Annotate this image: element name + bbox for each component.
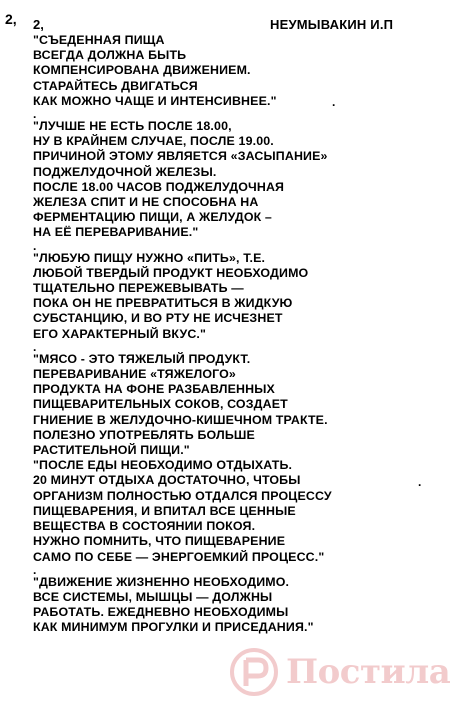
quote-line: ВСЕ СИСТЕМЫ, МЫШЦЫ — ДОЛЖНЫ <box>33 589 273 604</box>
quote-line: ГНИЕНИЕ В ЖЕЛУДОЧНО-КИШЕЧНОМ ТРАКТЕ. <box>33 412 328 427</box>
stray-dot: . <box>418 475 422 489</box>
separator-dot: . <box>33 238 37 253</box>
quote-line: "СЪЕДЕННАЯ ПИЩА <box>33 33 165 47</box>
quote-line: РАСТИТЕЛЬНОЙ ПИЩИ." <box>33 443 190 458</box>
quote-line: РАБОТАТЬ. ЕЖЕДНЕВНО НЕОБХОДИМЫ <box>33 605 289 620</box>
quote-line: КАК МИНИМУМ ПРОГУЛКИ И ПРИСЕДАНИЯ." <box>33 620 314 635</box>
quote-line: САМО ПО СЕБЕ — ЭНЕРГОЕМКИЙ ПРОЦЕСС." <box>33 549 325 564</box>
page-number: 2, <box>5 11 17 27</box>
quote-block <box>33 33 453 109</box>
quote-block <box>33 119 453 241</box>
quote-line: СУБСТАНЦИЮ, И ВО РТУ НЕ ИСЧЕЗНЕТ <box>33 311 283 326</box>
quote-line: СТАРАЙТЕСЬ ДВИГАТЬСЯ <box>33 78 198 93</box>
quote-line: ПИЩЕВАРИТЕЛЬНЫХ СОКОВ, СОЗДАЕТ <box>33 397 288 412</box>
quote-line: ТЩАТЕЛЬНО ПЕРЕЖЕВЫВАТЬ — <box>33 281 244 296</box>
quote-line: ЛЮБОЙ ТВЕРДЫЙ ПРОДУКТ НЕОБХОДИМО <box>33 265 309 280</box>
quote-line: "ЛЮБУЮ ПИЩУ НУЖНО «ПИТЬ», Т.Е. <box>33 250 266 265</box>
quote-line: ПОДЖЕЛУДОЧНОЙ ЖЕЛЕЗЫ. <box>33 164 217 179</box>
header-number: 2, <box>33 17 44 32</box>
quote-block <box>33 352 453 565</box>
quote-line: ПИЩЕВАРЕНИЯ, И ВПИТАЛ ВСЕ ЦЕННЫЕ <box>33 503 296 518</box>
quote-line: ПРОДУКТА НА ФОНЕ РАЗБАВЛЕННЫХ <box>33 382 275 397</box>
quote-line: "ДВИЖЕНИЕ ЖИЗНЕННО НЕОБХОДИМО. <box>33 574 290 589</box>
quote-line: ПОЛЕЗНО УПОТРЕБЛЯТЬ БОЛЬШЕ <box>33 427 255 442</box>
quote-line: ОРГАНИЗМ ПОЛНОСТЬЮ ОТДАЛСЯ ПРОЦЕССУ <box>33 488 332 503</box>
separator-dot: . <box>33 562 37 577</box>
quote-line: ПОСЛЕ 18.00 ЧАСОВ ПОДЖЕЛУДОЧНАЯ <box>33 179 285 194</box>
quote-line: ВСЕГДА ДОЛЖНА БЫТЬ <box>33 48 187 63</box>
quote-line: ПЕРЕВАРИВАНИЕ «ТЯЖЕЛОГО» <box>33 367 236 382</box>
quote-line: КОМПЕНСИРОВАНА ДВИЖЕНИЕМ. <box>33 63 251 78</box>
watermark <box>228 642 456 702</box>
quote-line: НА ЕЁ ПЕРЕВАРИВАНИЕ." <box>33 225 199 240</box>
quote-line: ВЕЩЕСТВА В СОСТОЯНИИ ПОКОЯ. <box>33 519 256 534</box>
quote-line: ПОКА ОН НЕ ПРЕВРАТИТЬСЯ В ЖИДКУЮ <box>33 296 293 311</box>
separator-dot: . <box>33 339 37 354</box>
quote-line: ЕГО ХАРАКТЕРНЫЙ ВКУС." <box>33 326 207 341</box>
stray-dot: . <box>332 95 336 109</box>
quote-line: НУ В КРАЙНЕМ СЛУЧАЕ, ПОСЛЕ 19.00. <box>33 134 274 149</box>
postila-logo-icon <box>228 646 280 698</box>
quote-line: ПРИЧИНОЙ ЭТОМУ ЯВЛЯЕТСЯ «ЗАСЫПАНИЕ» <box>33 149 328 164</box>
quote-line: ФЕРМЕНТАЦИЮ ПИЩИ, А ЖЕЛУДОК – <box>33 210 272 225</box>
header-author: НЕУМЫВАКИН И.П <box>270 17 394 32</box>
quote-line: "ЛУЧШЕ НЕ ЕСТЬ ПОСЛЕ 18.00, <box>33 119 232 134</box>
quote-block <box>33 575 453 636</box>
quote-block <box>33 251 453 342</box>
quote-line: НУЖНО ПОМНИТЬ, ЧТО ПИЩЕВАРЕНИЕ <box>33 534 286 549</box>
quote-line: 20 МИНУТ ОТДЫХА ДОСТАТОЧНО, ЧТОБЫ <box>33 473 301 488</box>
quotes-body <box>33 33 453 636</box>
watermark-text: Постила <box>286 652 451 692</box>
quote-line: "МЯСО - ЭТО ТЯЖЕЛЫЙ ПРОДУКТ. <box>33 351 251 366</box>
quote-line: КАК МОЖНО ЧАЩЕ И ИНТЕНСИВНЕЕ." <box>33 93 277 108</box>
separator-dot: . <box>33 107 37 122</box>
quote-line: "ПОСЛЕ ЕДЫ НЕОБХОДИМО ОТДЫХАТЬ. <box>33 458 293 473</box>
quote-line: ЖЕЛЕЗА СПИТ И НЕ СПОСОБНА НА <box>33 195 259 210</box>
